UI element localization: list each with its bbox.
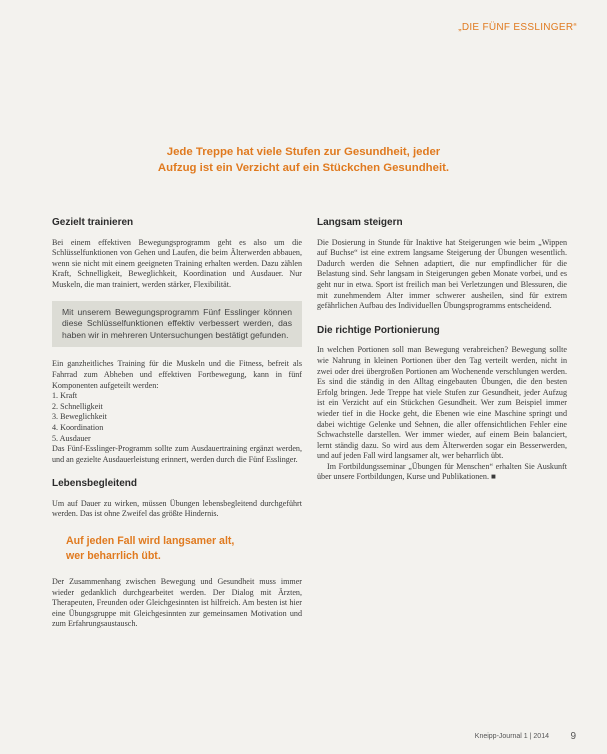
inline-quote-line1: Auf jeden Fall wird langsamer alt, [66, 535, 235, 548]
list-item: 2. Schnelligkeit [52, 401, 103, 411]
paragraph: Der Zusammenhang zwischen Bewegung und Gesundheit muss immer wieder gedanklich durchgearbeitet werden. Der Dialog mit Ärzten, Therapeuten, Freunden oder Gleichgesinnten ist hilfreich. Am besten ist hier eine Übungsgruppe mit Gleichgesinnten zur gemeinsamen Motivation und zum Erfahrungsaustausch. [52, 577, 302, 629]
heading-lebensbegleitend: Lebensbegleitend [52, 478, 138, 490]
section-tag: „DIE FÜNF ESSLINGER“ [458, 22, 577, 33]
pull-quote [130, 144, 477, 176]
list-item: 4. Koordination [52, 422, 104, 432]
paragraph: Um auf Dauer zu wirken, müssen Übungen lebensbegleitend durchgeführt werden. Das ist ohne Zweifel das größte Hindernis. [52, 498, 302, 519]
list-item: 3. Beweglichkeit [52, 412, 107, 422]
paragraph: In welchen Portionen soll man Bewegung verabreichen? Bewegung sollte wie Nahrung in kleinen Portionen über den Tag verteilt werden, nicht in zwei oder drei übergroßen Portionen am Wochenende verschlungen werden. Es sind die ständig in den Alltag eingebauten Übungen, die den besten Erfolg bringen. Jede Treppe hat viele Stufen zur Gesundheit, jeder Aufzug ist ein Verzicht auf ein Stückchen Gesundheit. Wer zum Beispiel immer wieder tief in die Hocke geht, die Ebenen wie eine Maschine springt und dabei wichtige Gelenke und Sehnen, die aller offensichtlichen Fehler eine Schwachstelle darstellen. Wer immer wieder, auf einem Bein balanciert, lernt ständig dazu. So wird aus dem Älterwerden sogar ein Besserwerden, und auf jeden Fall wird langsamer alt, wer beharrlich übt. [317, 345, 567, 461]
page-number: 9 [570, 731, 576, 742]
pull-quote-line1: Jede Treppe hat viele Stufen zur Gesundheit, jeder [166, 146, 441, 158]
list-item: 5. Ausdauer [52, 433, 91, 443]
paragraph: Die Dosierung in Stunde für Inaktive hat Steigerungen wie beim „Wippen auf Buchse“ ist eine extrem langsame Steigerung der Übungen wesentlich. Dadurch werden die Sehnen adaptiert, die nur empfindlicher für die Belastung sind. Sehr langsam in Steigerungen geben Monate vorbei, und es geht nur in etwa. Sport ist freilich man bei Verletzungen und Blessuren, die mit zunehmendem Alter immer schwerer ausheilen, sind für extrem gefährlichen Aufbau des Individuellen Übungsprogramms entscheidend. [317, 237, 567, 311]
component-list [52, 391, 302, 444]
paragraph: Im Fortbildungsseminar „Übungen für Menschen“ erhalten Sie Auskunft über unsere Fortbildungen, Kurse und Publikationen. ■ [317, 461, 567, 482]
callout-box: Mit unserem Bewegungsprogramm Fünf Esslinger können diese Schlüsselfunktionen effektiv verbessert werden, das haben wir in mehreren Untersuchungen bestätigt gefunden. [52, 301, 302, 348]
pull-quote-line2: Aufzug ist ein Verzicht auf ein Stückchen Gesundheit. [157, 162, 450, 174]
list-item: 1. Kraft [52, 391, 78, 401]
heading-portionierung: Die richtige Portionierung [317, 324, 440, 336]
right-column [317, 218, 567, 483]
left-column [52, 218, 302, 630]
paragraph: Das Fünf-Esslinger-Programm sollte zum Ausdauertraining ergänzt werden, und an gezielte Ausdauerleistung erinnert, werden durch die Fünf Esslinger. [52, 444, 302, 464]
heading-langsam-steigern: Langsam steigern [317, 217, 403, 228]
heading-gezielt-trainieren: Gezielt trainieren [52, 217, 134, 228]
footer-publication: Kneipp-Journal 1 | 2014 [474, 733, 549, 740]
inline-quote-line2: wer beharrlich übt. [66, 549, 161, 562]
inline-quote [66, 534, 302, 563]
paragraph: Bei einem effektiven Bewegungsprogramm geht es also um die Schlüsselfunktionen von Gehen und Laufen, die beim Älterwerden abbauen, wenn sie nicht mit einem geeigneten Training erhalten werden. Dazu zählen Kraft, Schnelligkeit, Beweglichkeit, Koordination und Ausdauer. Nur Muskeln, die man trainiert, werden stärker, Flexibilität. [52, 237, 302, 289]
paragraph: Ein ganzheitliches Training für die Muskeln und die Fitness, befreit als Fahrrad zum Abheben und effektiven Fortbewegung, kann in fünf Komponenten aufgeteilt werden: [52, 359, 302, 390]
